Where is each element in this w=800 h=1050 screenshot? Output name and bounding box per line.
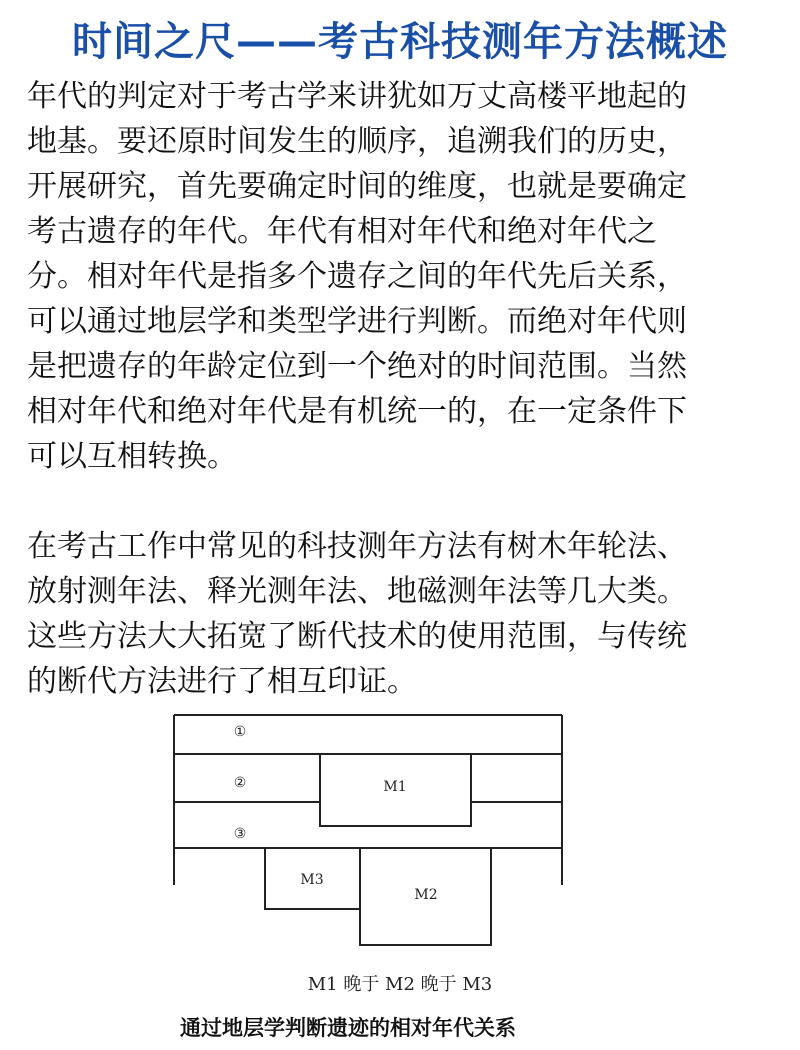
- text-line: 地基。要还原时间发生的顺序，追溯我们的历史，: [27, 124, 687, 159]
- text-line: 在考古工作中常见的科技测年方法有树木年轮法、: [27, 529, 687, 564]
- text-line: 这些方法大大拓宽了断代技术的使用范围，与传统: [27, 619, 687, 654]
- text-line: 年代的判定对于考古学来讲犹如万丈高楼平地起的: [27, 79, 687, 114]
- relation-caption: M1 晚于 M2 晚于 M3: [307, 974, 493, 995]
- layer-2-label: ②: [233, 775, 247, 791]
- text-line: 考古遗存的年代。年代有相对年代和绝对年代之: [27, 214, 657, 249]
- text-line: 开展研究，首先要确定时间的维度，也就是要确定: [27, 169, 687, 204]
- text-line: 分。相对年代是指多个遗存之间的年代先后关系，: [27, 259, 687, 294]
- text-line: 的断代方法进行了相互印证。: [27, 664, 417, 699]
- feature-m2-label: M2: [414, 887, 438, 903]
- intro-paragraph: [27, 74, 777, 479]
- feature-m1-label: M1: [383, 779, 407, 795]
- methods-paragraph: [27, 524, 777, 704]
- diagram-title-caption: 通过地层学判断遗迹的相对年代关系: [180, 1016, 516, 1040]
- text-line: 放射测年法、释光测年法、地磁测年法等几大类。: [27, 574, 687, 609]
- feature-m3-label: M3: [300, 872, 324, 888]
- text-line: 是把遗存的年龄定位到一个绝对的时间范围。当然: [27, 349, 687, 384]
- text-line: 相对年代和绝对年代是有机统一的，在一定条件下: [27, 394, 687, 429]
- page-title: 时间之尺——考古科技测年方法概述: [72, 19, 728, 65]
- layer-1-label: ①: [233, 724, 247, 740]
- text-line: 可以互相转换。: [27, 439, 237, 474]
- text-line: 可以通过地层学和类型学进行判断。而绝对年代则: [27, 304, 687, 339]
- layer-3-label: ③: [233, 826, 247, 842]
